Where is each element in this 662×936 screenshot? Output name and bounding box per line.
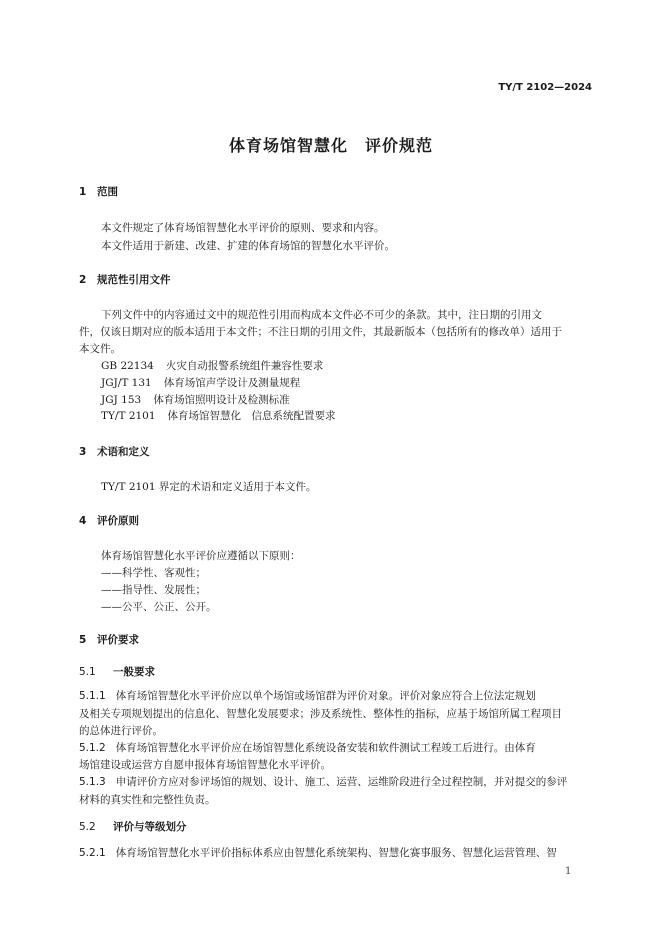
clause-number: 5.1.1 <box>79 690 106 702</box>
clause-text: 体育场馆智慧化水平评价指标体系应由智慧化系统架构、智慧化赛事服务、智慧化运营管理、智 <box>115 847 557 859</box>
clause-line <box>79 688 536 703</box>
section-number: 1 <box>79 186 87 198</box>
clause-line: 材料的真实性和完整性负责。 <box>79 794 216 806</box>
reference-title: 体育场馆声学设计及测量规程 <box>163 377 301 389</box>
reference-item <box>101 375 300 390</box>
list-item: ——指导性、发展性； <box>101 584 206 596</box>
list-item: ——公平、公正、公开。 <box>101 601 217 613</box>
section-number: 5 <box>79 634 87 646</box>
section-number: 2 <box>79 274 87 286</box>
clause-number: 5.1.3 <box>79 776 106 788</box>
list-item: ——科学性、客观性； <box>101 567 206 579</box>
clause-text: 体育场馆智慧化水平评价应以单个场馆或场馆群为评价对象。评价对象应符合上位法定规划 <box>115 690 536 702</box>
reference-code: GB 22134 <box>101 360 154 372</box>
paragraph: 体育场馆智慧化水平评价应遵循以下原则： <box>101 550 301 562</box>
reference-item <box>101 392 290 407</box>
section-number: 4 <box>79 515 87 527</box>
paragraph-line: 下列文件中的内容通过文中的规范性引用而构成本文件必不可少的条款。其中，注日期的引用文 <box>101 309 542 321</box>
section-2-heading <box>79 272 171 287</box>
subsection-title: 一般要求 <box>113 666 155 678</box>
section-5-heading <box>79 632 139 647</box>
clause-line: 场馆建设或运营方自愿申报体育场馆智慧化水平评价。 <box>79 759 331 771</box>
reference-code: JGJ 153 <box>101 394 142 406</box>
paragraph-line: 本文件。 <box>79 343 121 355</box>
subsection-5-1-heading <box>79 664 155 679</box>
section-4-heading <box>79 513 139 528</box>
clause-line <box>79 774 567 789</box>
paragraph: TY/T 2101 界定的术语和定义适用于本文件。 <box>101 481 317 493</box>
clause-line: 的总体进行评价。 <box>79 725 163 737</box>
section-1-heading <box>79 184 118 199</box>
section-number: 3 <box>79 446 87 458</box>
reference-code: TY/T 2101 <box>101 410 156 422</box>
clause-number: 5.2.1 <box>79 847 106 859</box>
clause-line <box>79 845 557 860</box>
document-title: 体育场馆智慧化 评价规范 <box>228 136 433 155</box>
clause-line <box>79 740 536 755</box>
clause-line: 及相关专项规划提出的信息化、智慧化发展要求；涉及系统性、整体性的指标，应基于场馆所属工程项目 <box>79 708 562 720</box>
subsection-number: 5.1 <box>79 666 96 678</box>
reference-title: 体育场馆智慧化 信息系统配置要求 <box>167 410 336 422</box>
standard-code: TY/T 2102—2024 <box>498 82 592 93</box>
reference-item <box>101 358 323 373</box>
page-number: 1 <box>565 866 572 877</box>
paragraph: 本文件规定了体育场馆智慧化水平评价的原则、要求和内容。 <box>101 222 385 234</box>
section-title: 术语和定义 <box>97 446 150 458</box>
reference-item <box>101 408 336 423</box>
reference-title: 体育场馆照明设计及检测标准 <box>153 394 290 406</box>
section-3-heading <box>79 444 150 459</box>
clause-number: 5.1.2 <box>79 742 106 754</box>
reference-title: 火灾自动报警系统组件兼容性要求 <box>165 360 324 372</box>
clause-text: 申请评价方应对参评场馆的规划、设计、施工、运营、运维阶段进行全过程控制，并对提交的参评 <box>115 776 568 788</box>
section-title: 评价要求 <box>97 634 139 646</box>
subsection-number: 5.2 <box>79 821 96 833</box>
clause-text: 体育场馆智慧化水平评价应在场馆智慧化系统设备安装和软件测试工程竣工后进行。由体育 <box>115 742 536 754</box>
subsection-title: 评价与等级划分 <box>113 821 187 833</box>
paragraph: 本文件适用于新建、改建、扩建的体育场馆的智慧化水平评价。 <box>101 240 395 252</box>
section-title: 评价原则 <box>97 515 139 527</box>
subsection-5-2-heading <box>79 819 187 834</box>
paragraph-line: 件，仅该日期对应的版本适用于本文件；不注日期的引用文件，其最新版本（包括所有的修改单）适用于 <box>79 326 562 338</box>
section-title: 范围 <box>97 186 118 198</box>
reference-code: JGJ/T 131 <box>101 377 152 389</box>
section-title: 规范性引用文件 <box>97 274 171 286</box>
